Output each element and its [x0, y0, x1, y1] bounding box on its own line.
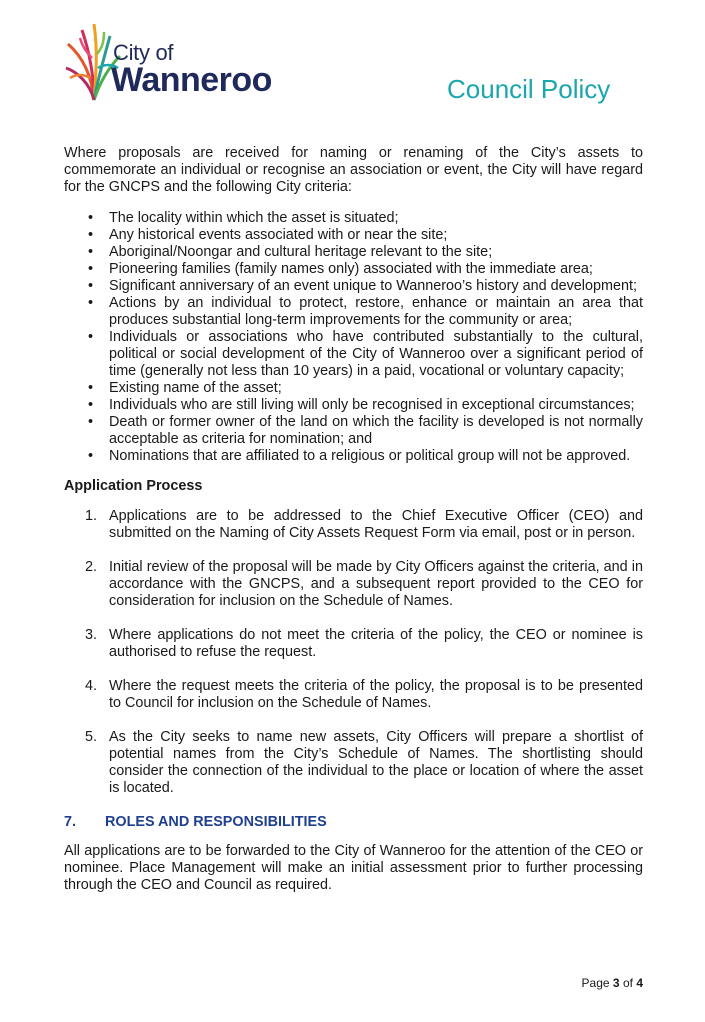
bullet-icon: •	[88, 244, 94, 260]
document-body	[64, 145, 643, 894]
bullet-icon: •	[88, 210, 94, 226]
criteria-item: • Any historical events associated with or near the site;	[88, 227, 448, 243]
bullet-icon: •	[88, 448, 94, 464]
step-number: 4.	[85, 678, 98, 694]
application-steps-list	[64, 508, 643, 797]
criteria-item: • Aboriginal/Noongar and cultural heritage relevant to the site;	[88, 244, 493, 260]
criteria-item: • Individuals or associations who have contributed substantially to the cultural, political or social development of the City of Wanneroo over a significant period of time (generally not less than 10 years) in a paid, vocational or voluntary capacity;	[88, 329, 643, 379]
application-step: 4. Where the request meets the criteria of the policy, the proposal is to be presented to Council for inclusion on the Schedule of Names.	[85, 678, 643, 711]
criteria-list	[64, 210, 643, 465]
page-number: 3	[612, 976, 620, 990]
city-logo	[64, 18, 296, 104]
step-number: 5.	[85, 729, 98, 745]
criteria-item: • The locality within which the asset is situated;	[88, 210, 399, 226]
step-number: 1.	[85, 508, 98, 524]
application-step: 3. Where applications do not meet the criteria of the policy, the CEO or nominee is authorised to refuse the request.	[85, 627, 643, 660]
bullet-icon: •	[88, 227, 94, 243]
bullet-icon: •	[88, 380, 94, 396]
bullet-icon: •	[88, 397, 94, 413]
section-number: 7.	[64, 814, 77, 830]
bullet-icon: •	[88, 261, 94, 277]
step-number: 2.	[85, 559, 98, 575]
page-total: 4	[636, 976, 643, 990]
criteria-item: • Actions by an individual to protect, restore, enhance or maintain an area that produces substantial long-term improvements for the community or area;	[88, 295, 643, 328]
application-step: 5. As the City seeks to name new assets, City Officers will prepare a shortlist of potential names from the City’s Schedule of Names. The shortlisting should consider the connection of the individual to the place or location of where the asset is located.	[85, 729, 643, 796]
roles-paragraph: All applications are to be forwarded to the City of Wanneroo for the attention of the CEO or nominee. Place Management will make an initial assessment prior to further processing through the CEO and Council as required.	[64, 843, 643, 893]
page-title: Council Policy	[447, 74, 611, 104]
step-number: 3.	[85, 627, 98, 643]
intro-paragraph: Where proposals are received for naming or renaming of the City’s assets to commemorate an individual or recognise an association or event, the City will have regard for the GNCPS and the following City criteria:	[64, 145, 643, 195]
application-process-heading: Application Process	[64, 478, 203, 494]
criteria-item: • Pioneering families (family names only) associated with the immediate area;	[88, 261, 593, 277]
logo-text-wanneroo: Wanneroo	[111, 61, 272, 99]
application-step: 1. Applications are to be addressed to the Chief Executive Officer (CEO) and submitted on the Naming of City Assets Request Form via email, post or in person.	[85, 508, 643, 541]
criteria-item: • Death or former owner of the land on which the facility is developed is not normally acceptable as criteria for nomination; and	[88, 414, 643, 447]
logo-text-city-of: City of	[113, 40, 174, 65]
criteria-item: • Individuals who are still living will only be recognised in exceptional circumstances;	[88, 397, 635, 413]
bullet-icon: •	[88, 329, 94, 345]
page-footer: Page 3 of 4	[581, 976, 643, 990]
criteria-item: • Existing name of the asset;	[88, 380, 282, 396]
bullet-icon: •	[88, 278, 94, 294]
criteria-item: • Nominations that are affiliated to a religious or political group will not be approved.	[88, 448, 631, 464]
criteria-item: • Significant anniversary of an event unique to Wanneroo’s history and development;	[88, 278, 637, 294]
application-step: 2. Initial review of the proposal will be made by City Officers against the criteria, and in accordance with the GNCPS, and a subsequent report provided to the CEO for consideration for inclusion on the Schedule of Names.	[85, 559, 643, 609]
bullet-icon: •	[88, 414, 94, 430]
roles-heading: 7. ROLES AND RESPONSIBILITIES	[64, 814, 327, 830]
bullet-icon: •	[88, 295, 94, 311]
